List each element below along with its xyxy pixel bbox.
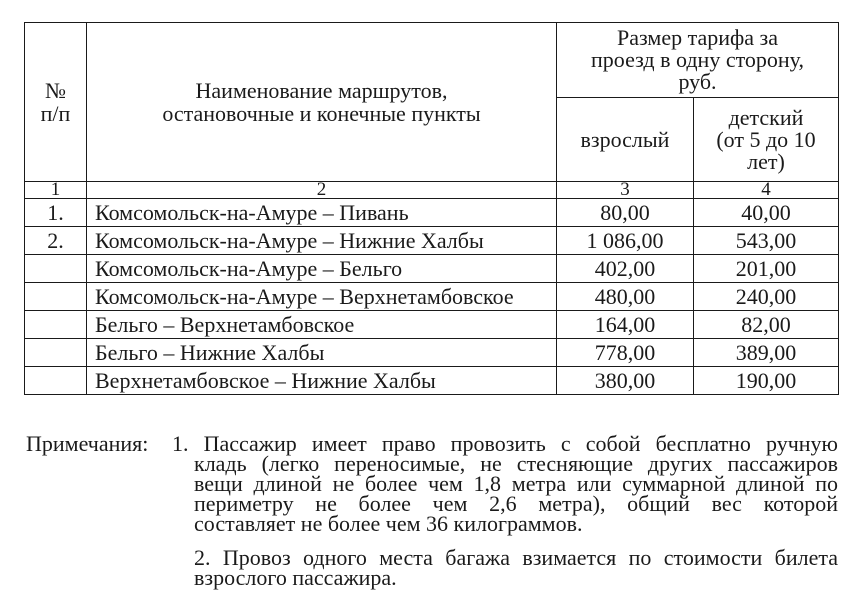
route-name: Бельго – Верхнетамбовское [87, 311, 557, 339]
note-2 [172, 545, 838, 590]
row-number [25, 367, 87, 395]
table-row [25, 339, 839, 367]
adult-fare: 778,00 [557, 339, 694, 367]
note-1-line: периметру не более чем 2,6 метра), общий вес которой [194, 491, 838, 516]
column-index-row [25, 182, 839, 199]
adult-fare: 402,00 [557, 255, 694, 283]
route-name: Бельго – Нижние Халбы [87, 339, 557, 367]
notes-label: Примечания: [26, 431, 149, 456]
note-2-line: взрослого пассажира. [194, 565, 397, 590]
table-row [25, 311, 839, 339]
row-number: 1. [25, 199, 87, 227]
header-adult: взрослый [557, 98, 694, 182]
note-1-line: 1. Пассажир имеет право провозить с собой бесплатно ручную [172, 431, 838, 456]
header-route: Наименование маршрутов, остановочные и конечные пункты [87, 23, 557, 182]
column-index: 4 [694, 182, 839, 199]
row-number [25, 311, 87, 339]
child-fare: 190,00 [694, 367, 839, 395]
note-2-line: 2. Провоз одного места багажа взимается по стоимости билета [194, 545, 838, 570]
row-number [25, 283, 87, 311]
child-fare: 543,00 [694, 227, 839, 255]
table-row [25, 199, 839, 227]
child-fare: 40,00 [694, 199, 839, 227]
adult-fare: 80,00 [557, 199, 694, 227]
child-fare: 82,00 [694, 311, 839, 339]
note-1-line: кладь (легко переносимые, не стесняющие других пассажиров [194, 451, 838, 476]
header-num: № п/п [25, 23, 87, 182]
header-child: детский (от 5 до 10 лет) [694, 98, 839, 182]
column-index: 1 [25, 182, 87, 199]
tariff-table [24, 22, 839, 395]
row-number [25, 339, 87, 367]
child-fare: 201,00 [694, 255, 839, 283]
note-1-line: составляет не более чем 36 килограммов. [194, 511, 583, 536]
adult-fare: 480,00 [557, 283, 694, 311]
table-row [25, 227, 839, 255]
adult-fare: 380,00 [557, 367, 694, 395]
route-name: Комсомольск-на-Амуре – Бельго [87, 255, 557, 283]
child-fare: 389,00 [694, 339, 839, 367]
table-row [25, 255, 839, 283]
adult-fare: 1 086,00 [557, 227, 694, 255]
table-row [25, 283, 839, 311]
column-index: 3 [557, 182, 694, 199]
table-row [25, 367, 839, 395]
note-1-line: вещи длиной не более чем 1,8 метра или суммарной длиной по [194, 471, 838, 496]
row-number [25, 255, 87, 283]
child-fare: 240,00 [694, 283, 839, 311]
row-number: 2. [25, 227, 87, 255]
route-name: Верхнетамбовское – Нижние Халбы [87, 367, 557, 395]
adult-fare: 164,00 [557, 311, 694, 339]
header-tariff: Размер тарифа за проезд в одну сторону, руб. [557, 23, 839, 98]
note-1 [172, 431, 838, 536]
route-name: Комсомольск-на-Амуре – Пивань [87, 199, 557, 227]
route-name: Комсомольск-на-Амуре – Нижние Халбы [87, 227, 557, 255]
column-index: 2 [87, 182, 557, 199]
route-name: Комсомольск-на-Амуре – Верхнетамбовское [87, 283, 557, 311]
